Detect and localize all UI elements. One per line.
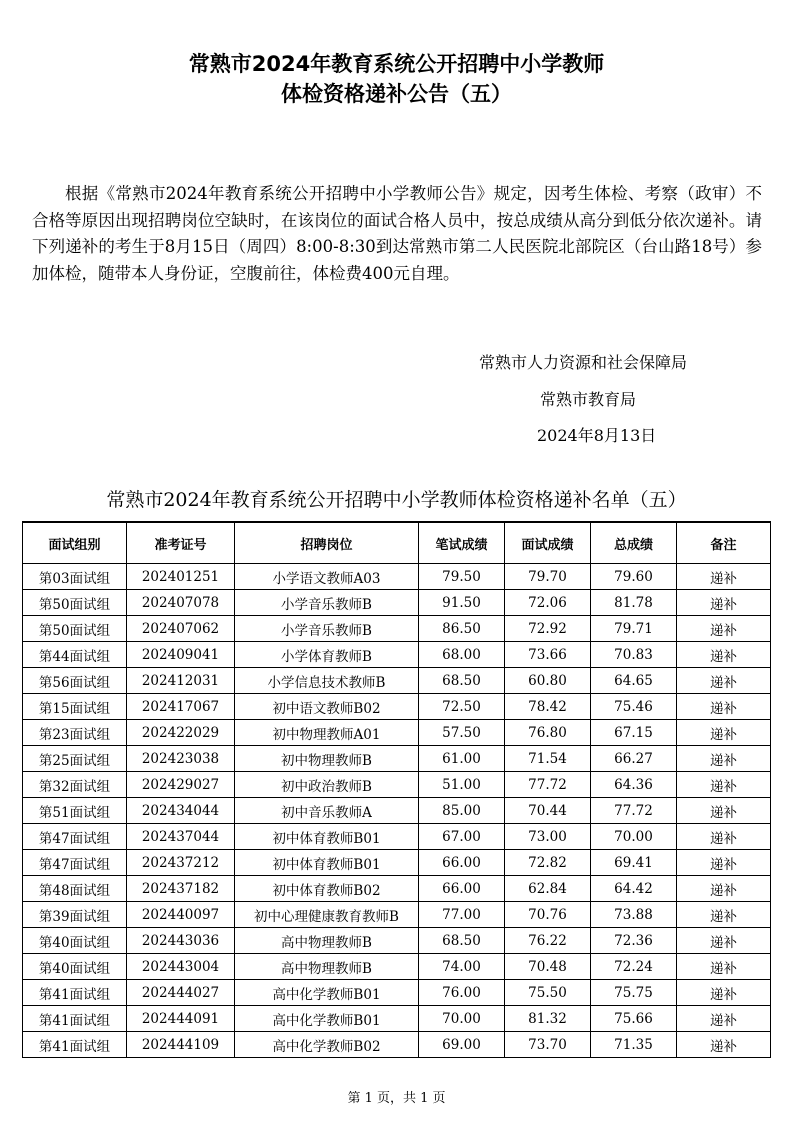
cell-total-score: 77.72 [591,798,677,824]
cell-written-score: 66.00 [419,876,505,902]
cell-total-score: 64.36 [591,772,677,798]
cell-written-score: 51.00 [419,772,505,798]
cell-interview-group: 第25面试组 [23,746,127,772]
table-header-row [23,522,771,564]
cell-position: 高中化学教师B02 [235,1032,419,1058]
header-interview-group: 面试组别 [23,522,127,564]
cell-position: 小学体育教师B [235,642,419,668]
cell-interview-score: 70.76 [505,902,591,928]
cell-interview-score: 79.70 [505,564,591,590]
cell-remark: 递补 [677,850,771,876]
cell-interview-score: 62.84 [505,876,591,902]
cell-position: 初中音乐教师A [235,798,419,824]
signature-org-hr: 常熟市人力资源和社会保障局 [479,353,688,372]
cell-total-score: 71.35 [591,1032,677,1058]
cell-position: 初中体育教师B02 [235,876,419,902]
cell-interview-score: 70.48 [505,954,591,980]
cell-written-score: 67.00 [419,824,505,850]
cell-total-score: 79.71 [591,616,677,642]
cell-written-score: 85.00 [419,798,505,824]
table-row [23,694,771,720]
cell-remark: 递补 [677,980,771,1006]
cell-remark: 递补 [677,798,771,824]
cell-interview-score: 81.32 [505,1006,591,1032]
cell-exam-number: 202437212 [127,850,235,876]
cell-remark: 递补 [677,668,771,694]
cell-interview-score: 78.42 [505,694,591,720]
header-position: 招聘岗位 [235,522,419,564]
cell-interview-score: 77.72 [505,772,591,798]
cell-interview-score: 71.54 [505,746,591,772]
cell-exam-number: 202443004 [127,954,235,980]
table-row [23,772,771,798]
cell-interview-score: 73.70 [505,1032,591,1058]
cell-interview-score: 73.66 [505,642,591,668]
table-body [23,564,771,1058]
cell-remark: 递补 [677,902,771,928]
signature-org-education: 常熟市教育局 [540,390,637,409]
cell-written-score: 61.00 [419,746,505,772]
table-row [23,616,771,642]
announcement-paragraph: 根据《常熟市2024年教育系统公开招聘中小学教师公告》规定，因考生体检、考察（政审）不合格等原因出现招聘岗位空缺时，在该岗位的面试合格人员中，按总成绩从高分到低分依次递补。请下列递补的考生于8月15日（周四）8:00-8:30到达常熟市第二人民医院北部院区（台山路18号）参加体检，随带本人身份证，空腹前往，体检费400元自理。 [32,184,762,283]
cell-interview-group: 第41面试组 [23,1032,127,1058]
cell-exam-number: 202444109 [127,1032,235,1058]
cell-total-score: 64.42 [591,876,677,902]
cell-written-score: 57.50 [419,720,505,746]
cell-total-score: 75.46 [591,694,677,720]
cell-exam-number: 202407062 [127,616,235,642]
cell-position: 初中体育教师B01 [235,850,419,876]
cell-position: 小学语文教师A03 [235,564,419,590]
cell-exam-number: 202407078 [127,590,235,616]
cell-interview-group: 第23面试组 [23,720,127,746]
cell-written-score: 86.50 [419,616,505,642]
cell-exam-number: 202422029 [127,720,235,746]
table-row [23,720,771,746]
cell-remark: 递补 [677,616,771,642]
cell-interview-group: 第50面试组 [23,616,127,642]
cell-exam-number: 202409041 [127,642,235,668]
cell-interview-group: 第47面试组 [23,824,127,850]
cell-remark: 递补 [677,746,771,772]
cell-interview-score: 72.06 [505,590,591,616]
cell-exam-number: 202401251 [127,564,235,590]
header-total-score: 总成绩 [591,522,677,564]
cell-position: 小学音乐教师B [235,590,419,616]
cell-interview-group: 第41面试组 [23,980,127,1006]
cell-interview-group: 第48面试组 [23,876,127,902]
cell-exam-number: 202429027 [127,772,235,798]
table-row [23,798,771,824]
cell-written-score: 66.00 [419,850,505,876]
cell-exam-number: 202437182 [127,876,235,902]
cell-exam-number: 202444091 [127,1006,235,1032]
cell-total-score: 70.00 [591,824,677,850]
cell-remark: 递补 [677,954,771,980]
cell-interview-group: 第39面试组 [23,902,127,928]
table-row [23,902,771,928]
cell-remark: 递补 [677,772,771,798]
cell-interview-group: 第15面试组 [23,694,127,720]
cell-interview-group: 第32面试组 [23,772,127,798]
cell-interview-score: 76.80 [505,720,591,746]
signature-date: 2024年8月13日 [537,426,657,445]
cell-total-score: 75.75 [591,980,677,1006]
header-exam-number: 准考证号 [127,522,235,564]
cell-interview-group: 第40面试组 [23,954,127,980]
cell-remark: 递补 [677,720,771,746]
cell-position: 初中心理健康教育教师B [235,902,419,928]
cell-interview-group: 第47面试组 [23,850,127,876]
cell-total-score: 72.24 [591,954,677,980]
cell-exam-number: 202434044 [127,798,235,824]
cell-position: 初中物理教师A01 [235,720,419,746]
cell-interview-score: 72.82 [505,850,591,876]
cell-interview-score: 75.50 [505,980,591,1006]
cell-interview-score: 60.80 [505,668,591,694]
cell-remark: 递补 [677,928,771,954]
table-row [23,954,771,980]
cell-exam-number: 202417067 [127,694,235,720]
document-title-line2: 体检资格递补公告（五） [281,82,512,106]
cell-written-score: 68.50 [419,668,505,694]
cell-position: 初中体育教师B01 [235,824,419,850]
table-row [23,824,771,850]
table-row [23,928,771,954]
cell-remark: 递补 [677,824,771,850]
cell-written-score: 79.50 [419,564,505,590]
table-row [23,668,771,694]
cell-interview-group: 第03面试组 [23,564,127,590]
header-interview-score: 面试成绩 [505,522,591,564]
document-title-line1: 常熟市2024年教育系统公开招聘中小学教师 [188,52,605,76]
table-row [23,642,771,668]
cell-remark: 递补 [677,590,771,616]
cell-interview-score: 76.22 [505,928,591,954]
cell-position: 初中语文教师B02 [235,694,419,720]
cell-remark: 递补 [677,1006,771,1032]
table-row [23,564,771,590]
cell-exam-number: 202437044 [127,824,235,850]
cell-total-score: 73.88 [591,902,677,928]
cell-total-score: 72.36 [591,928,677,954]
cell-position: 小学音乐教师B [235,616,419,642]
header-written-score: 笔试成绩 [419,522,505,564]
cell-total-score: 79.60 [591,564,677,590]
cell-total-score: 64.65 [591,668,677,694]
cell-exam-number: 202440097 [127,902,235,928]
cell-interview-score: 72.92 [505,616,591,642]
table-row [23,980,771,1006]
cell-interview-group: 第51面试组 [23,798,127,824]
cell-total-score: 67.15 [591,720,677,746]
cell-position: 高中物理教师B [235,954,419,980]
cell-total-score: 75.66 [591,1006,677,1032]
cell-exam-number: 202423038 [127,746,235,772]
cell-interview-group: 第50面试组 [23,590,127,616]
cell-position: 小学信息技术教师B [235,668,419,694]
cell-interview-score: 73.00 [505,824,591,850]
cell-position: 初中政治教师B [235,772,419,798]
cell-interview-group: 第41面试组 [23,1006,127,1032]
header-remark: 备注 [677,522,771,564]
table-row [23,1032,771,1058]
cell-exam-number: 202444027 [127,980,235,1006]
cell-position: 初中物理教师B [235,746,419,772]
cell-interview-score: 70.44 [505,798,591,824]
cell-position: 高中化学教师B01 [235,980,419,1006]
cell-interview-group: 第56面试组 [23,668,127,694]
cell-position: 高中物理教师B [235,928,419,954]
cell-exam-number: 202443036 [127,928,235,954]
table-title: 常熟市2024年教育系统公开招聘中小学教师体检资格递补名单（五） [106,489,687,511]
cell-written-score: 74.00 [419,954,505,980]
cell-total-score: 81.78 [591,590,677,616]
cell-written-score: 68.00 [419,642,505,668]
table-row [23,850,771,876]
cell-written-score: 76.00 [419,980,505,1006]
cell-total-score: 70.83 [591,642,677,668]
cell-remark: 递补 [677,1032,771,1058]
cell-exam-number: 202412031 [127,668,235,694]
cell-total-score: 66.27 [591,746,677,772]
table-row [23,876,771,902]
table-row [23,1006,771,1032]
cell-position: 高中化学教师B01 [235,1006,419,1032]
table-row [23,590,771,616]
cell-written-score: 91.50 [419,590,505,616]
cell-written-score: 72.50 [419,694,505,720]
cell-written-score: 69.00 [419,1032,505,1058]
cell-remark: 递补 [677,694,771,720]
cell-remark: 递补 [677,876,771,902]
cell-remark: 递补 [677,564,771,590]
table-row [23,746,771,772]
cell-written-score: 70.00 [419,1006,505,1032]
cell-remark: 递补 [677,642,771,668]
cell-interview-group: 第44面试组 [23,642,127,668]
page-footer: 第 1 页，共 1 页 [347,1091,446,1106]
cell-total-score: 69.41 [591,850,677,876]
candidate-table [22,521,771,1058]
cell-interview-group: 第40面试组 [23,928,127,954]
cell-written-score: 68.50 [419,928,505,954]
cell-written-score: 77.00 [419,902,505,928]
